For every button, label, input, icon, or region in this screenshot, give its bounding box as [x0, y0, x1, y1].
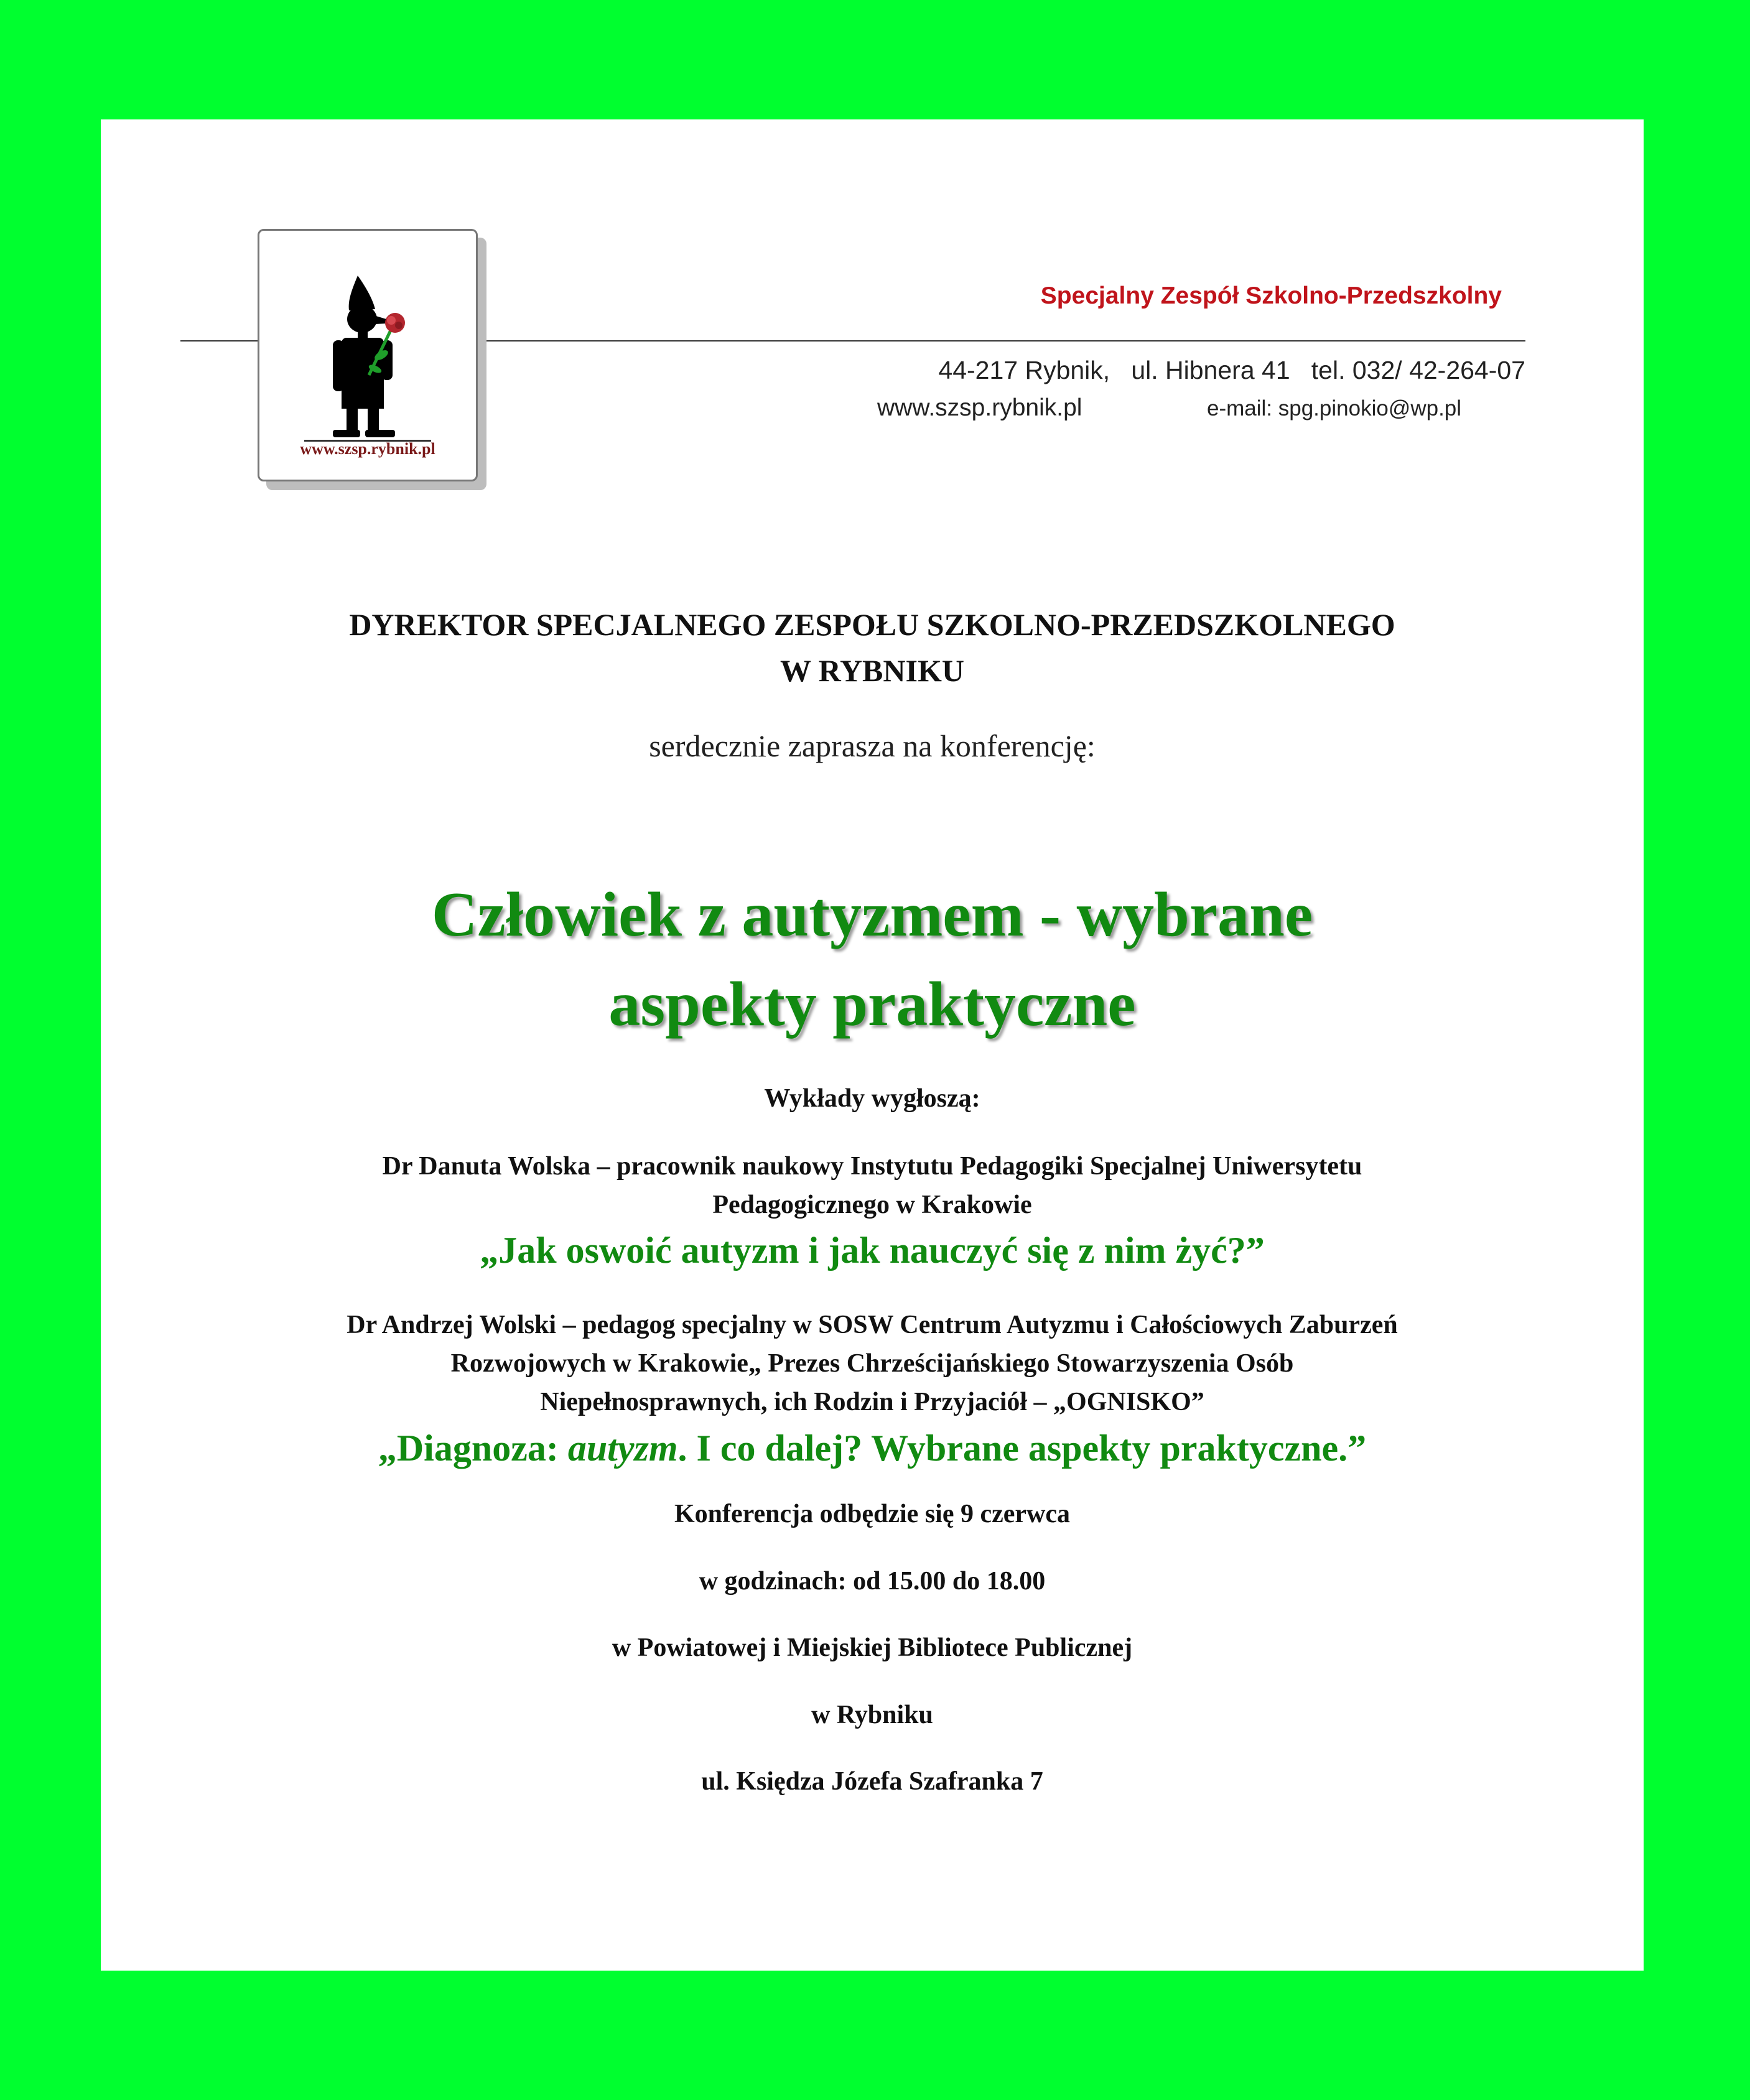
conference-hours: w godzinach: od 15.00 do 18.00 — [699, 1567, 1046, 1596]
director-heading — [188, 602, 1557, 694]
header-divider-right — [474, 340, 1525, 341]
talk-2-part-2: . I co dalej? Wybrane aspekty praktyczne.” — [677, 1428, 1367, 1469]
website-text: www.szsp.rybnik.pl — [877, 394, 1082, 421]
speaker-1-talk-title: „Jak oswoić autyzm i jak nauczyć się z nim żyć?” — [480, 1230, 1265, 1271]
speaker-2-line: Dr Andrzej Wolski – pedagog specjalny w SOSW Centrum Autyzmu i Całościowych Zaburzeń — [347, 1311, 1398, 1339]
conference-title-line-1: Człowiek z autyzmem - wybrane — [431, 880, 1313, 950]
logo-url-text: www.szsp.rybnik.pl — [300, 440, 435, 458]
speaker-1-description — [188, 1147, 1557, 1224]
conference-city: w Rybniku — [811, 1701, 933, 1729]
invitation-page — [101, 119, 1644, 1971]
header-divider-left — [180, 340, 258, 341]
conference-address: ul. Księdza Józefa Szafranka 7 — [701, 1767, 1043, 1796]
invite-text: serdecznie zaprasza na konferencję: — [649, 728, 1096, 763]
conference-title-line-2: aspekty praktyczne — [608, 969, 1136, 1039]
organization-name: Specjalny Zespół Szkolno-Przedszkolny — [1040, 282, 1502, 309]
pinocchio-figure-icon — [259, 231, 476, 455]
director-line-2: W RYBNIKU — [780, 653, 964, 688]
conference-venue: w Powiatowej i Miejskiej Bibliotece Publicznej — [612, 1633, 1133, 1662]
conference-date: Konferencja odbędzie się 9 czerwca — [674, 1500, 1071, 1528]
speaker-2-description — [188, 1306, 1557, 1421]
email-text: e-mail: spg.pinokio@wp.pl — [1207, 396, 1462, 420]
speaker-2-talk-title — [188, 1427, 1557, 1470]
web-email-line — [877, 394, 1499, 422]
conference-title — [188, 870, 1557, 1049]
talk-2-part-1: „Diagnoza: — [378, 1428, 568, 1469]
director-line-1: DYREKTOR SPECJALNEGO ZESPOŁU SZKOLNO-PRZEDSZKOLNEGO — [349, 607, 1395, 642]
speaker-1-line: Dr Danuta Wolska – pracownik naukowy Instytutu Pedagogiki Specjalnej Uniwersytetu — [382, 1152, 1362, 1181]
address-phone-line: 44-217 Rybnik, ul. Hibnera 41 tel. 032/ 42-264-07 — [938, 356, 1525, 384]
speaker-2-line: Rozwojowych w Krakowie„ Prezes Chrześcijańskiego Stowarzyszenia Osób — [450, 1349, 1294, 1378]
lectures-heading: Wykłady wygłoszą: — [764, 1084, 980, 1113]
school-logo — [258, 229, 478, 481]
speaker-1-line: Pedagogicznego w Krakowie — [712, 1191, 1032, 1219]
speaker-2-line: Niepełnosprawnych, ich Rodzin i Przyjaciół – „OGNISKO” — [540, 1388, 1204, 1416]
talk-2-italic-word: autyzm — [567, 1428, 678, 1469]
